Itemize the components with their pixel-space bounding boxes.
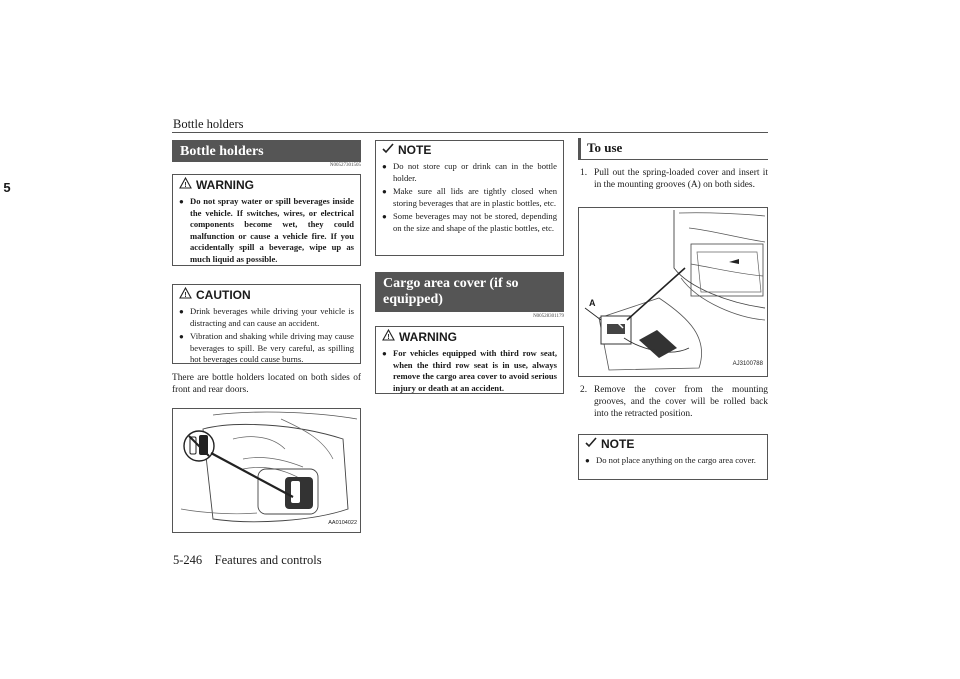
- page-footer: 5-246 Features and controls: [173, 553, 322, 567]
- note-item-text: Make sure all lids are tightly closed when storing beverages that are in plastic bottles, etc.: [393, 186, 557, 208]
- note-item-text: Do not place anything on the cargo area cover.: [596, 455, 756, 465]
- checkmark-icon: [382, 143, 394, 157]
- body-paragraph: There are bottle holders located on both sides of front and rear doors.: [172, 373, 361, 395]
- warning-box: [375, 326, 564, 394]
- warning-item: [382, 348, 557, 394]
- bullet-icon: ●: [382, 162, 387, 171]
- caution-item-text: Vibration and shaking while driving may cause beverages to spill. Be very careful, as spilling hot beverages could cause burns.: [190, 331, 354, 365]
- chapter-number: 5: [3, 180, 11, 195]
- bullet-icon: ●: [382, 187, 387, 197]
- caution-item-text: Drink beverages while driving your vehicle is distracting and can cause an accident.: [190, 306, 354, 328]
- cargo-area-illustration: [579, 208, 767, 376]
- warning-item-text: Do not spray water or spill beverages inside the vehicle. If switches, wires, or electrical components become wet, they could malfunction or cause a vehicle fire. If you accidentally spill a beverage, wipe up as much liquid as possible.: [190, 196, 354, 264]
- warning-item: [179, 196, 354, 266]
- note-title: NOTE: [601, 437, 635, 451]
- caution-item: [179, 306, 354, 329]
- warning-triangle-icon: [179, 177, 192, 192]
- note-item: [382, 211, 557, 234]
- door-illustration: [173, 409, 360, 532]
- step-text: Pull out the spring-loaded cover and insert it in the mounting grooves (A) on both sides.: [594, 168, 768, 190]
- figure-code: AJ3100788: [732, 361, 763, 367]
- bullet-icon: ●: [585, 456, 590, 465]
- warning-header: [173, 175, 360, 194]
- running-title: Bottle holders: [173, 117, 244, 131]
- caution-header: [173, 285, 360, 304]
- warning-body: [173, 194, 360, 272]
- caution-triangle-icon: [179, 287, 192, 302]
- note-item-text: Do not store cup or drink can in the bottle holder.: [393, 161, 557, 183]
- section-title-bottle-holders: Bottle holders: [172, 140, 361, 162]
- step-2: [580, 384, 768, 420]
- step-number: 2.: [580, 385, 588, 395]
- note-item: [382, 161, 557, 184]
- warning-triangle-icon: [382, 329, 395, 344]
- note-item: [382, 186, 557, 209]
- bullet-icon: ●: [382, 349, 387, 358]
- note-box: [375, 140, 564, 256]
- bullet-icon: ●: [179, 197, 184, 206]
- note-body: [376, 159, 563, 241]
- note-title: NOTE: [398, 143, 432, 157]
- svg-text:!: !: [184, 292, 187, 299]
- door-bottle-holder-figure: [172, 408, 361, 533]
- caution-body: [173, 304, 360, 372]
- svg-text:!: !: [184, 182, 187, 189]
- note-header: [376, 141, 563, 159]
- warning-title: WARNING: [196, 177, 254, 192]
- warning-header: [376, 327, 563, 346]
- step-text: Remove the cover from the mounting grooves, and the cover will be rolled back into the retracted position.: [594, 385, 768, 419]
- note-box: [578, 434, 768, 480]
- svg-text:!: !: [387, 334, 390, 341]
- section-code: N00528301179: [533, 314, 564, 319]
- warning-body: [376, 346, 563, 400]
- note-header: [579, 435, 767, 453]
- warning-title: WARNING: [399, 329, 457, 344]
- step-number: 1.: [580, 168, 588, 178]
- caution-title: CAUTION: [196, 287, 251, 302]
- note-body: [579, 453, 767, 473]
- caution-item: [179, 331, 354, 366]
- step-1: [580, 167, 768, 191]
- figure-code: AA0104022: [328, 520, 357, 526]
- caution-box: [172, 284, 361, 364]
- note-item-text: Some beverages may not be stored, depending on the size and shape of the plastic bottles, etc.: [393, 211, 557, 233]
- header-rule: [172, 132, 768, 133]
- note-item: [585, 455, 761, 467]
- warning-item-text: For vehicles equipped with third row seat, when the third row seat is in use, always remove the cargo area cover to avoid serious injury or death at an accident.: [393, 348, 557, 393]
- section-title-to-use: To use: [578, 138, 768, 160]
- warning-box: [172, 174, 361, 266]
- cargo-cover-figure: [578, 207, 768, 377]
- chapter-tab: [0, 165, 14, 210]
- section-title-cargo-area-cover: Cargo area cover (if so equipped): [375, 272, 564, 312]
- bullet-icon: ●: [179, 307, 184, 316]
- bullet-icon: ●: [179, 332, 184, 342]
- section-code: N00527301505: [329, 163, 361, 168]
- figure-label-a: A: [589, 298, 596, 308]
- checkmark-icon: [585, 437, 597, 451]
- bullet-icon: ●: [382, 212, 387, 222]
